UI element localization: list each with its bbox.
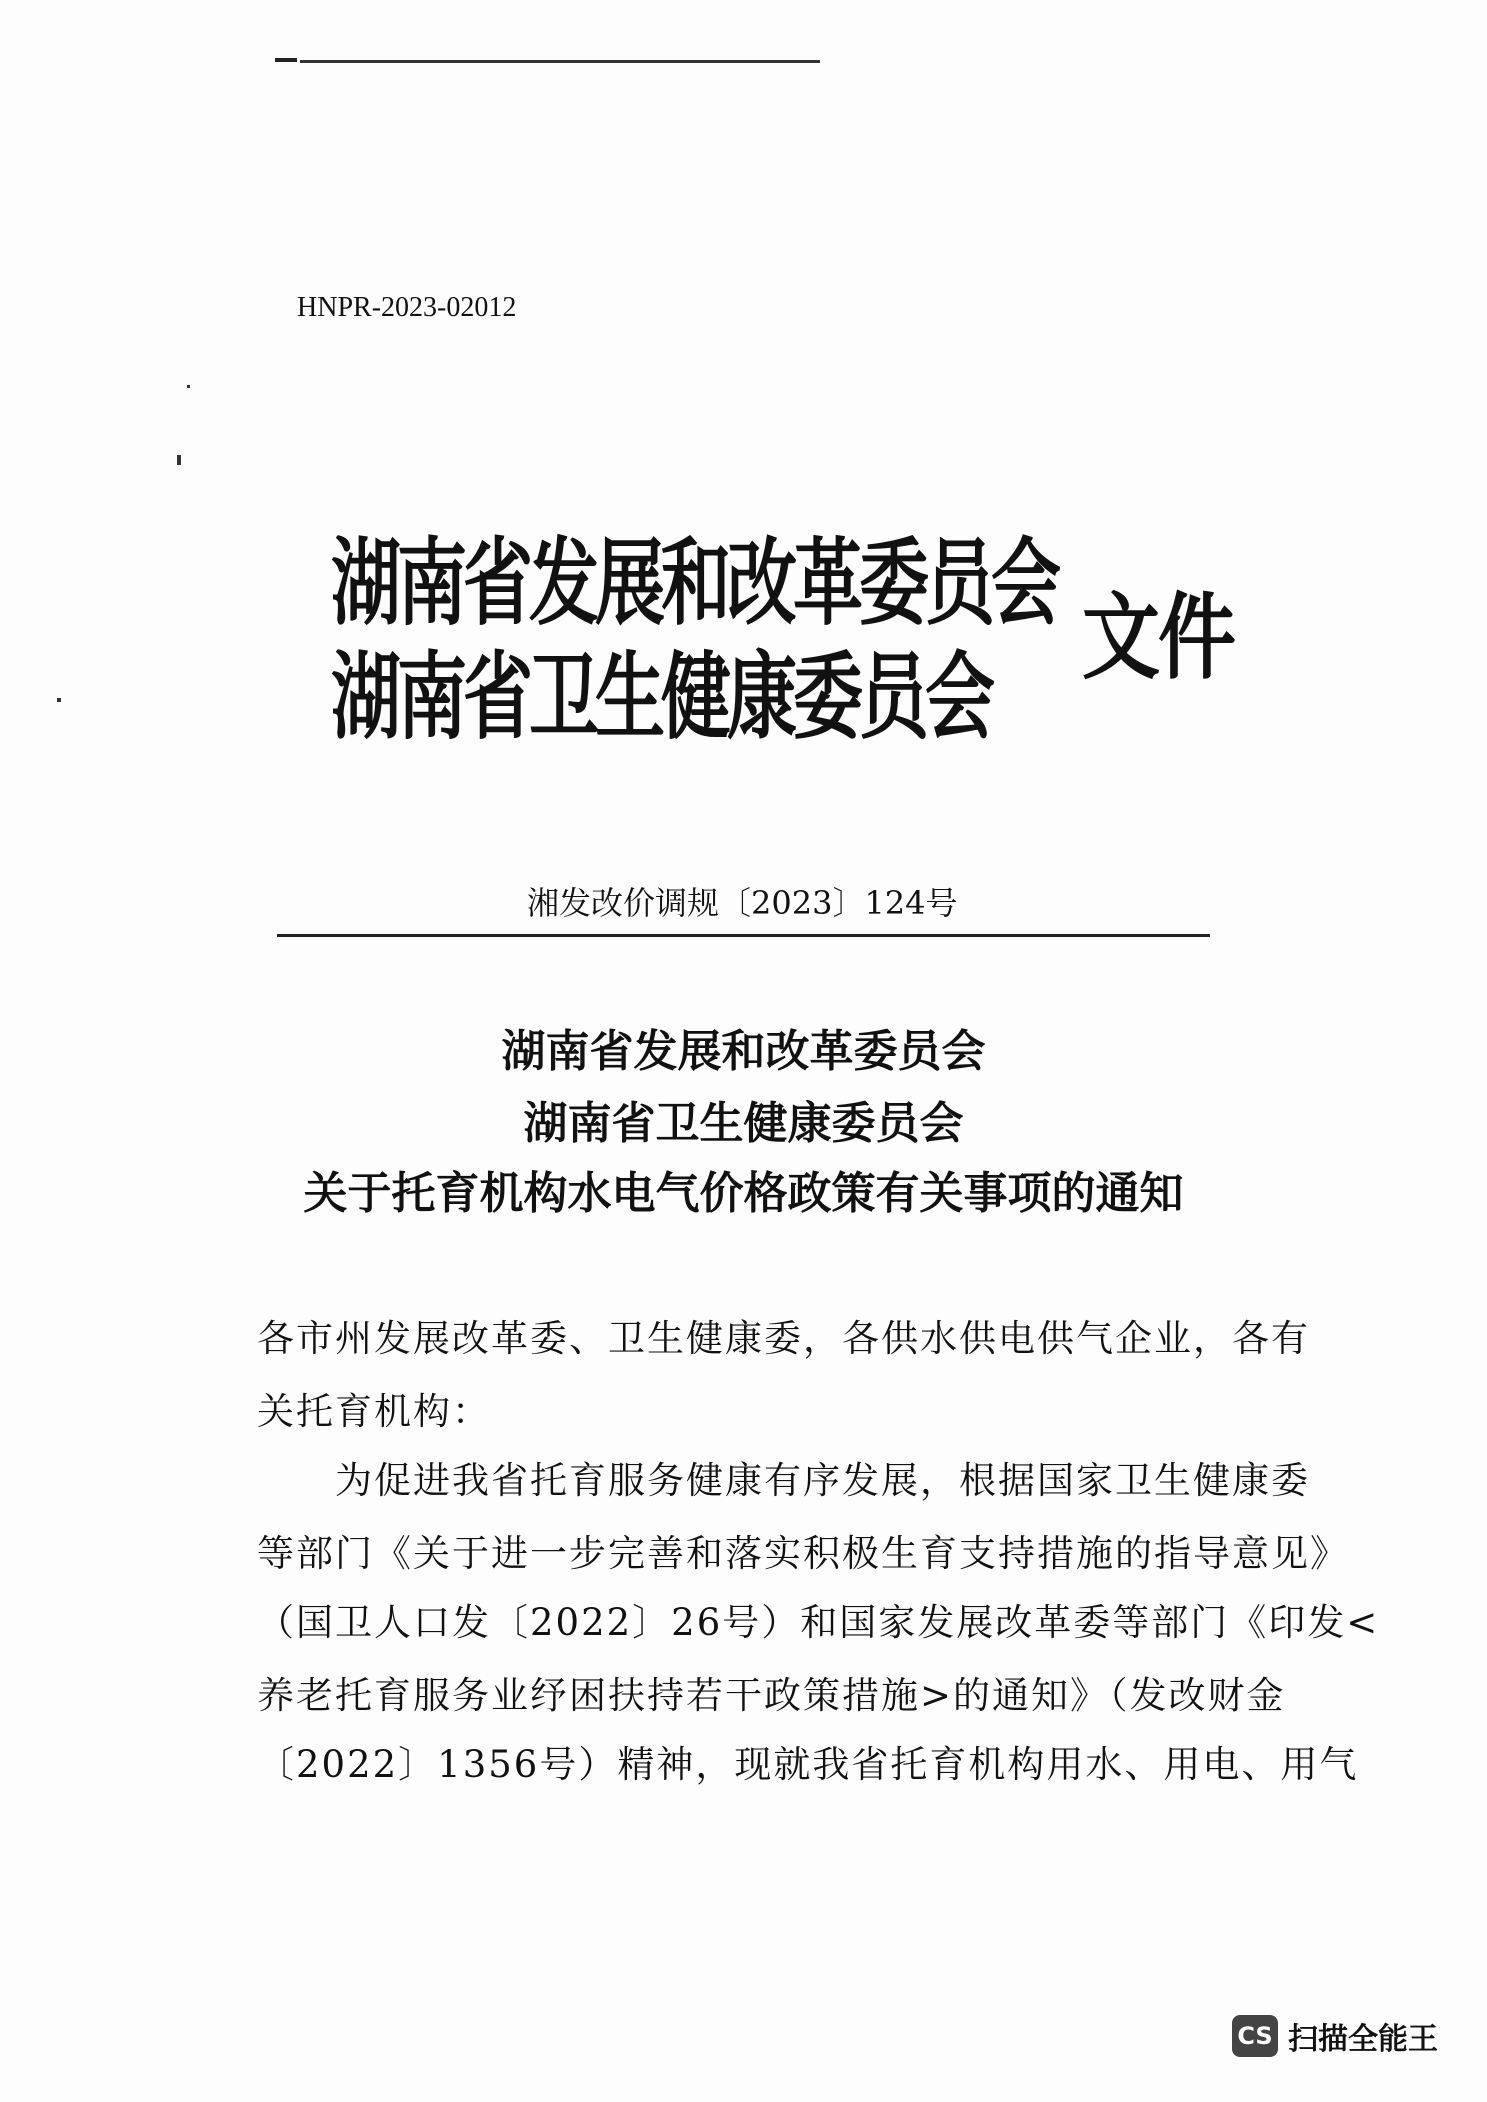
title-line-3: 关于托育机构水电气价格政策有关事项的通知: [303, 1168, 1184, 1219]
camscanner-logo-icon: CS: [1232, 2015, 1278, 2057]
title-line-2: 湖南省卫生健康委员会: [523, 1098, 964, 1149]
body-line: 关托育机构：: [257, 1390, 491, 1433]
scan-artifact-line: [300, 60, 820, 63]
scan-speck: [57, 698, 61, 702]
issuer-header-line-1: 湖南省发展和改革委员会: [331, 527, 1057, 639]
body-line: 各市州发展改革委、卫生健康委，各供水供电供气企业，各有: [257, 1317, 1310, 1360]
header-suffix: 文件: [1082, 585, 1235, 693]
title-line-1: 湖南省发展和改革委员会: [501, 1026, 986, 1077]
scan-artifact-line: [275, 58, 297, 62]
document-id: HNPR-2023-02012: [297, 292, 517, 323]
watermark-text: 扫描全能王: [1288, 2022, 1438, 2057]
scan-speck: [187, 385, 190, 388]
body-line: （国卫人口发〔2022〕26号）和国家发展改革委等部门《印发<: [257, 1601, 1380, 1644]
file-number: 湘发改价调规〔2023〕124号: [527, 884, 958, 922]
scan-speck: [177, 455, 181, 465]
body-line: 〔2022〕1356号）精神，现就我省托育机构用水、用电、用气: [257, 1743, 1359, 1786]
scanner-watermark: [1232, 2014, 1438, 2058]
header-divider: [277, 934, 1210, 937]
body-line: 为促进我省托育服务健康有序发展，根据国家卫生健康委: [257, 1459, 1310, 1502]
body-line: 等部门《关于进一步完善和落实积极生育支持措施的指导意见》: [257, 1532, 1349, 1575]
body-line: 养老托育服务业纾困扶持若干政策措施>的通知》（发改财金: [257, 1674, 1286, 1717]
issuer-header-line-2: 湖南省卫生健康委员会: [331, 641, 991, 753]
